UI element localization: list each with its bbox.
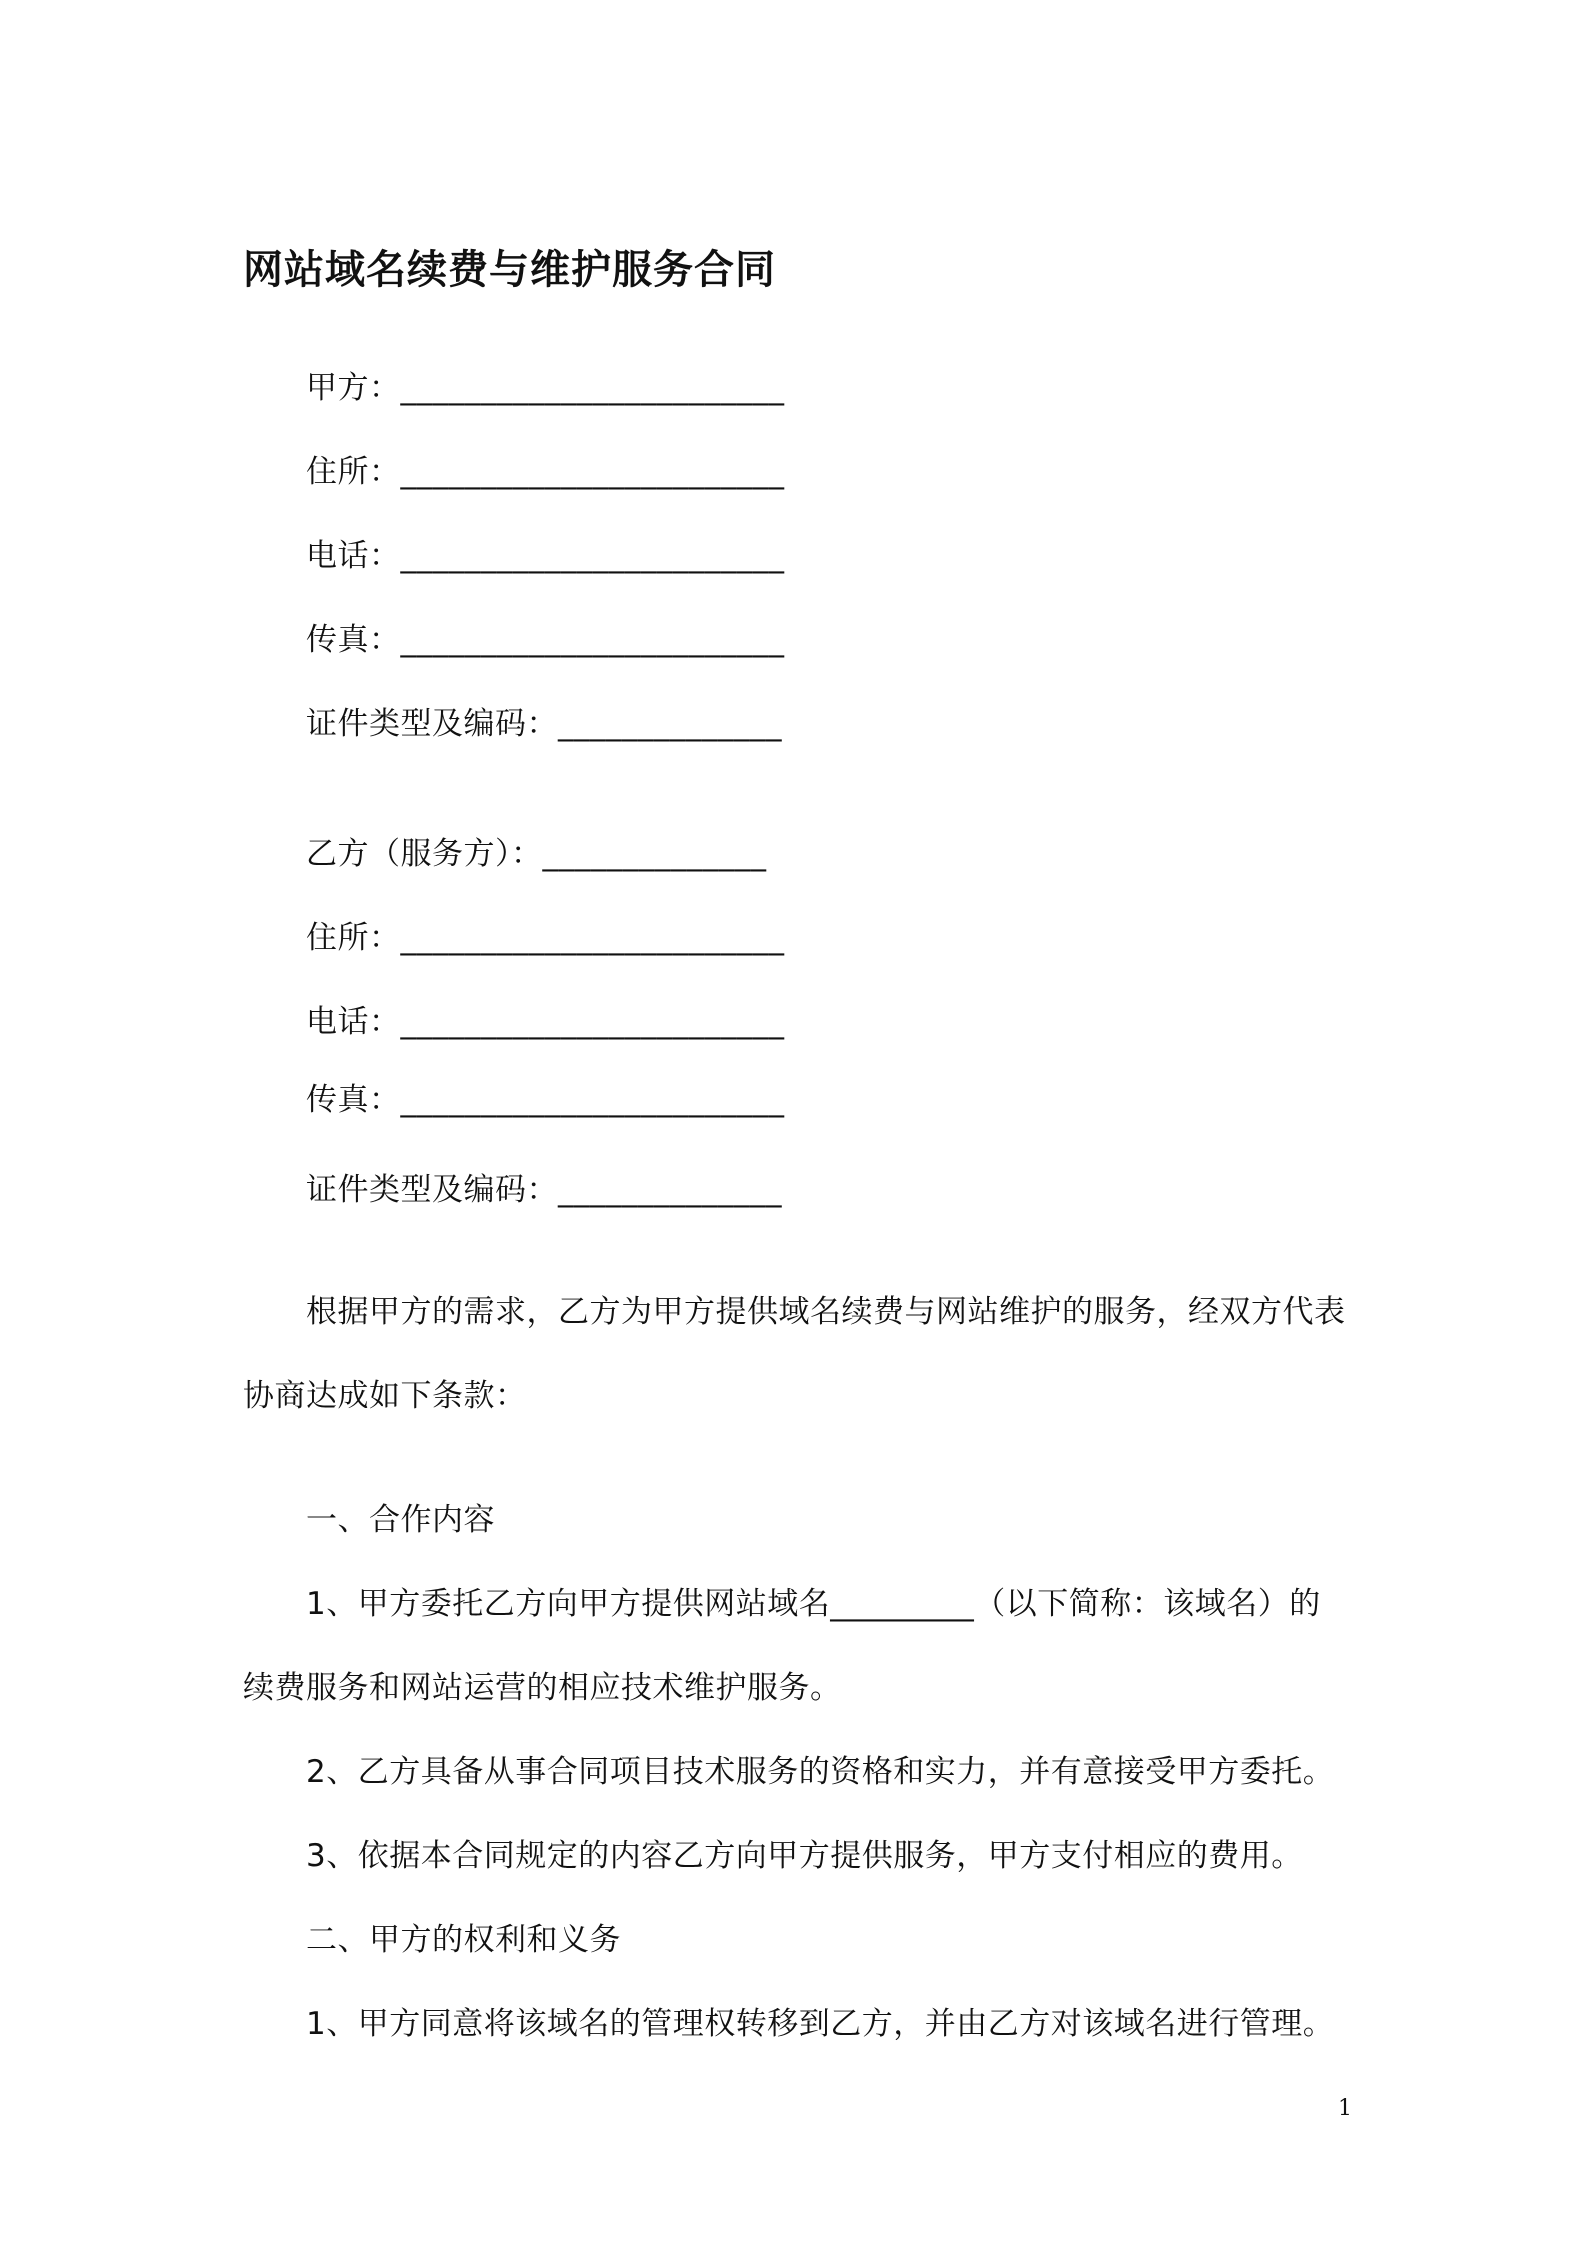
party-a-id-field: 证件类型及编码：______________ [306,706,782,742]
section-2-item-1: 1、甲方同意将该域名的管理权转移到乙方，并由乙方对该域名进行管理。 [306,2006,1335,2042]
party-a-fax-field: 传真：________________________ [306,622,785,658]
section-1-heading: 一、合作内容 [306,1502,495,1538]
party-b-id-field: 证件类型及编码：______________ [306,1172,782,1208]
party-a-name-field: 甲方：________________________ [306,370,785,406]
section-1-item-1-line-2: 续费服务和网站运营的相应技术维护服务。 [243,1670,842,1706]
preamble-line-1: 根据甲方的需求，乙方为甲方提供域名续费与网站维护的服务，经双方代表 [306,1294,1346,1330]
section-1-item-3: 3、依据本合同规定的内容乙方向甲方提供服务，甲方支付相应的费用。 [306,1838,1303,1874]
document-title: 网站域名续费与维护服务合同 [243,247,776,293]
party-b-name-field: 乙方（服务方）：______________ [306,836,767,872]
section-1-item-1-line-1: 1、甲方委托乙方向甲方提供网站域名_________（以下简称：该域名）的 [306,1586,1321,1622]
party-b-phone-field: 电话：________________________ [306,1004,785,1040]
party-b-fax-field: 传真：________________________ [306,1082,785,1118]
section-1-item-2: 2、乙方具备从事合同项目技术服务的资格和实力，并有意接受甲方委托。 [306,1754,1335,1790]
preamble-line-2: 协商达成如下条款： [243,1378,527,1414]
party-a-phone-field: 电话：________________________ [306,538,785,574]
section-2-heading: 二、甲方的权利和义务 [306,1922,621,1958]
page-number: 1 [1338,2096,1352,2121]
party-b-address-field: 住所：________________________ [306,920,785,956]
party-a-address-field: 住所：________________________ [306,454,785,490]
